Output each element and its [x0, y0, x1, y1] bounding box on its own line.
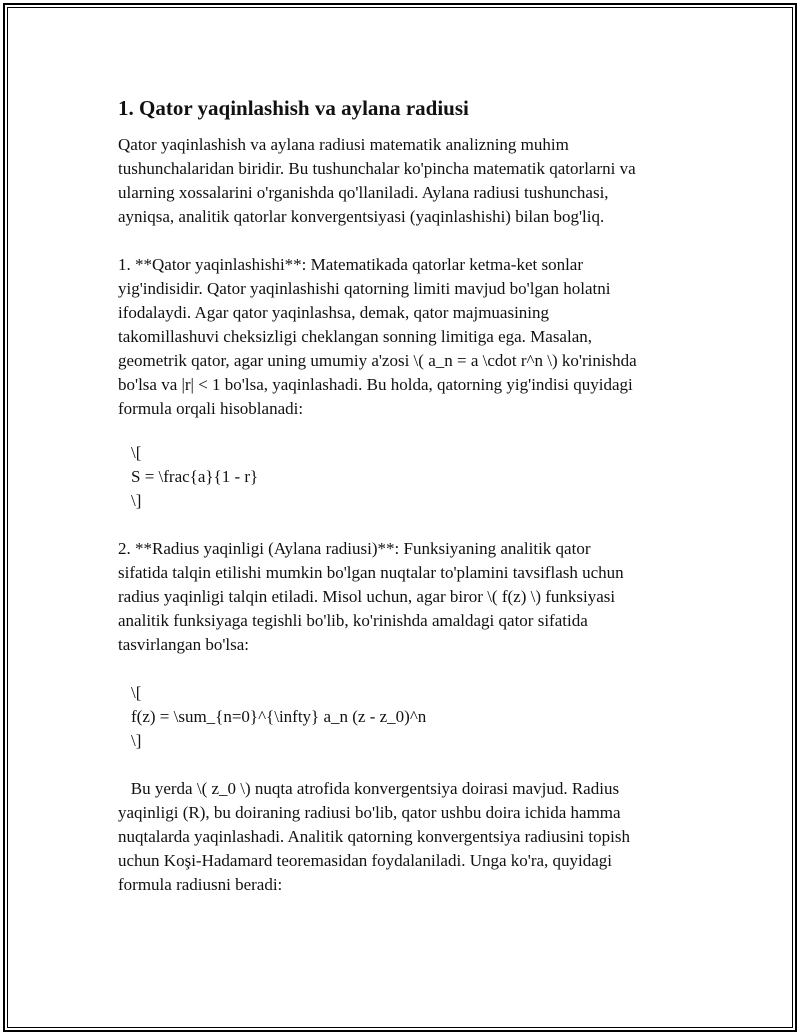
text-line: ifodalaydi. Agar qator yaqinlashsa, demak, qator majmuasining [118, 303, 550, 322]
formula-line: S = \frac{a}{1 - r} [131, 467, 259, 486]
text-line: radius yaqinligi talqin etiladi. Misol uchun, agar biror \( f(z) \) funksiyasi [118, 587, 616, 606]
text-line: Bu yerda \( z_0 \) nuqta atrofida konvergentsiya doirasi mavjud. Radius [118, 779, 620, 798]
text-line: nuqtalarda yaqinlashadi. Analitik qatorning konvergentsiya radiusini topish [118, 827, 630, 846]
series-formula-block [118, 681, 698, 753]
paragraph-gap [118, 229, 698, 253]
text-line: uchun Koşi-Hadamard teoremasidan foydalaniladi. Unga ko'ra, quyidagi [118, 851, 613, 870]
text-line: 1. **Qator yaqinlashishi**: Matematikada qatorlar ketma-ket sonlar [118, 255, 584, 274]
sum-formula-block [118, 441, 698, 513]
text-line: 2. **Radius yaqinligi (Aylana radiusi)**: Funksiyaning analitik qator [118, 539, 591, 558]
paragraph-gap [118, 753, 698, 777]
text-line: yaqinligi (R), bu doiraning radiusi bo'lib, qator ushbu doira ichida hamma [118, 803, 621, 822]
text-line: sifatida talqin etilishi mumkin bo'lgan nuqtalar to'plamini tavsiflash uchun [118, 563, 624, 582]
formula-line: \] [131, 731, 142, 750]
formula-line: \[ [131, 683, 142, 702]
cauchy-hadamard-paragraph [118, 777, 698, 897]
text-line: formula radiusni beradi: [118, 875, 283, 894]
text-line: ayniqsa, analitik qatorlar konvergentsiyasi (yaqinlashishi) bilan bog'liq. [118, 207, 605, 226]
text-line: ularning xossalarini o'rganishda qo'llaniladi. Aylana radiusi tushunchasi, [118, 183, 609, 202]
text-line: formula orqali hisoblanadi: [118, 399, 304, 418]
paragraph-gap [118, 657, 698, 681]
convergence-paragraph [118, 253, 698, 421]
text-line: tushunchalaridan biridir. Bu tushunchalar ko'pincha matematik qatorlarni va [118, 159, 636, 178]
document-content [118, 95, 698, 897]
text-line: Qator yaqinlashish va aylana radiusi matematik analizning muhim [118, 135, 569, 154]
formula-line: \[ [131, 443, 142, 462]
text-line: yig'indisidir. Qator yaqinlashishi qatorning limiti mavjud bo'lgan holatni [118, 279, 611, 298]
formula-line: f(z) = \sum_{n=0}^{\infty} a_n (z - z_0)^n [131, 707, 427, 726]
text-line: bo'lsa va |r| < 1 bo'lsa, yaqinlashadi. Bu holda, qatorning yig'indisi quyidagi [118, 375, 633, 394]
radius-paragraph [118, 537, 698, 657]
text-line: analitik funksiyaga tegishli bo'lib, ko'rinishda amaldagi qator sifatida [118, 611, 588, 630]
text-line: tasvirlangan bo'lsa: [118, 635, 250, 654]
text-line: takomillashuvi cheksizligi cheklangan sonning limitiga ega. Masalan, [118, 327, 592, 346]
paragraph-gap [118, 421, 698, 441]
formula-line: \] [131, 491, 142, 510]
paragraph-gap [118, 513, 698, 537]
text-line: geometrik qator, agar uning umumiy a'zosi \( a_n = a \cdot r^n \) ko'rinishda [118, 351, 637, 370]
intro-paragraph [118, 133, 698, 229]
section-title: 1. Qator yaqinlashish va aylana radiusi [118, 96, 469, 120]
